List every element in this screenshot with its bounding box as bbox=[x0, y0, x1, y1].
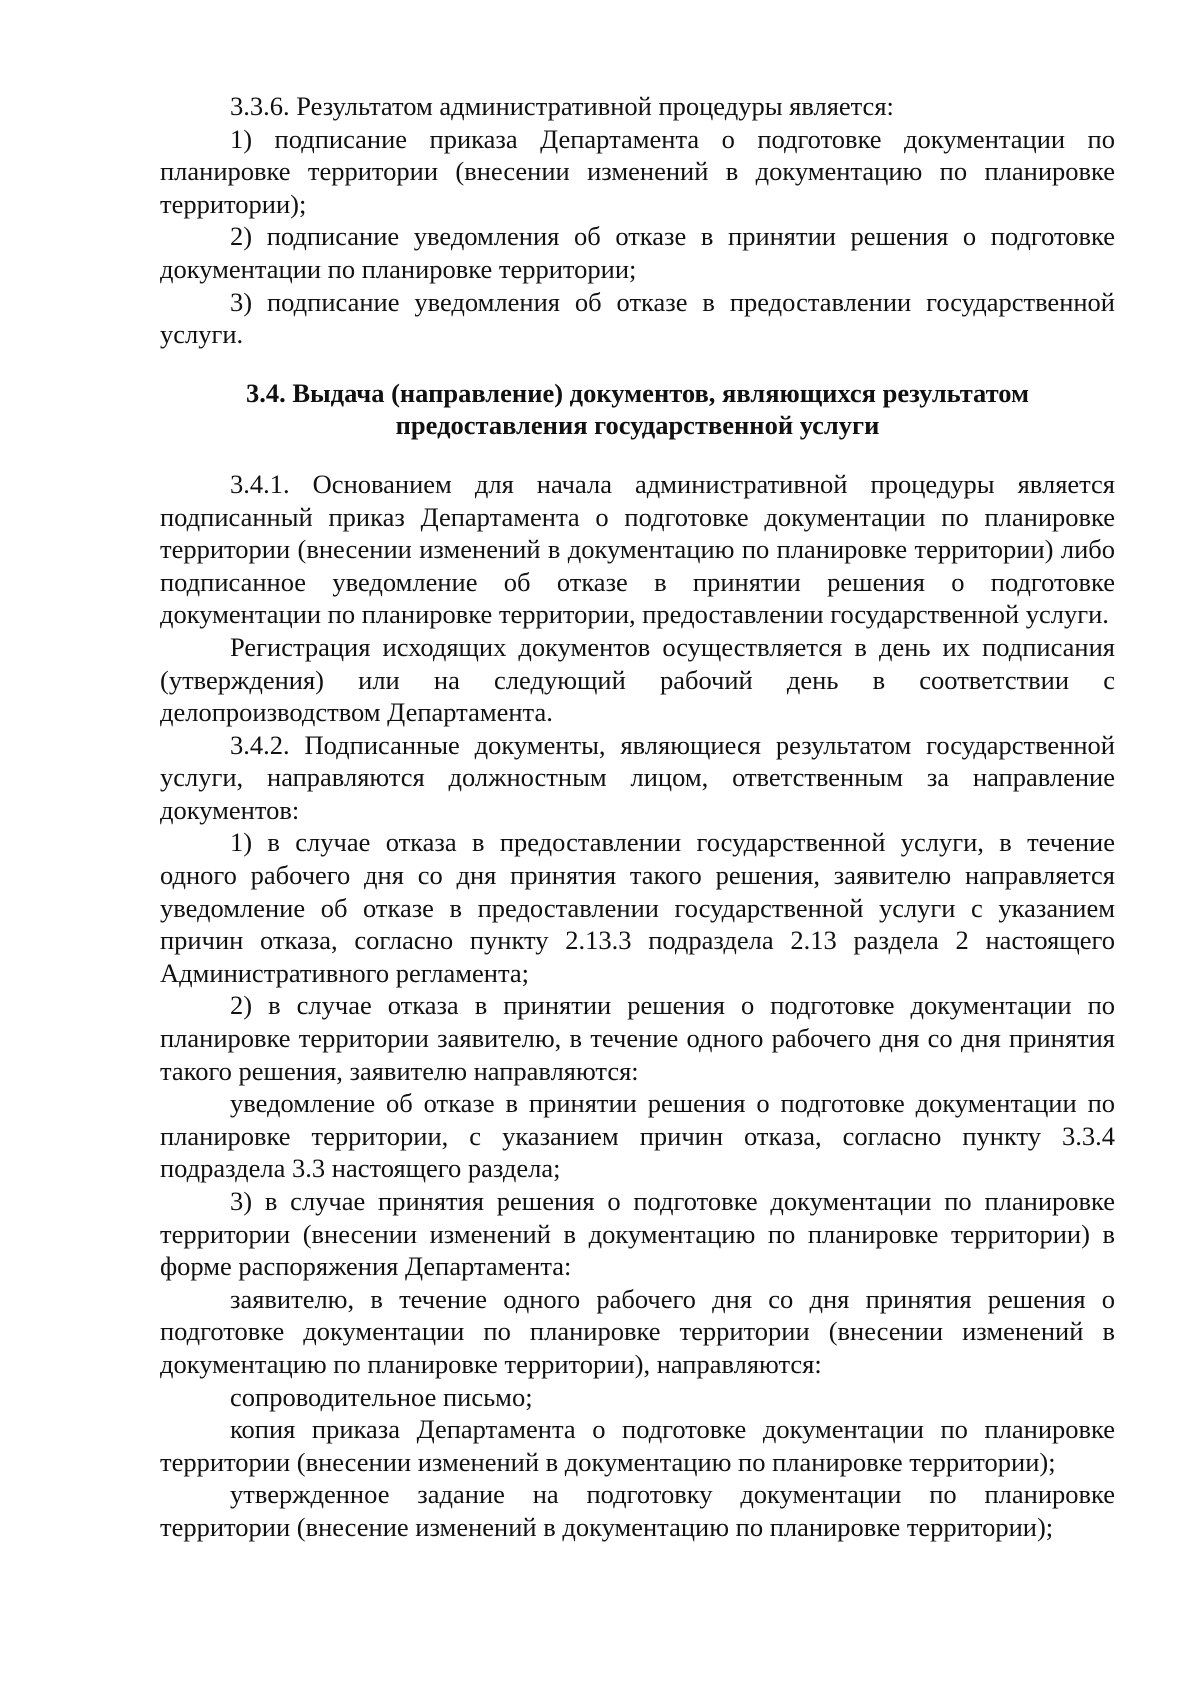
section-heading-3-4 bbox=[160, 377, 1115, 442]
paragraph-3-3-6-item-3: 3) подписание уведомления об отказе в предоставлении государственной услуги. bbox=[160, 286, 1115, 350]
paragraph-3-4-1: 3.4.1. Основанием для начала административной процедуры является подписанный приказ Департамента о подготовке документации по планировке территории (внесении изменений в документацию по планировке территории) либо подписанное уведомление об отказе в принятии решения о подготовке документации по планировке территории, предоставлении государственной услуги. bbox=[160, 468, 1115, 630]
paragraph-3-3-6-item-1: 1) подписание приказа Департамента о подготовке документации по планировке территории (внесении изменений в документацию по планировке территории); bbox=[160, 123, 1115, 219]
paragraph-cover-letter: сопроводительное письмо; bbox=[230, 1381, 533, 1412]
section-heading-line-2: предоставления государственной услуги bbox=[395, 410, 880, 441]
paragraph-3-3-6: 3.3.6. Результатом административной процедуры является: bbox=[230, 91, 894, 121]
section-heading-line-1: 3.4. Выдача (направление) документов, являющихся результатом bbox=[245, 377, 1030, 408]
paragraph-order-copy: копия приказа Департамента о подготовке документации по планировке территории (внесении изменений в документацию по планировке территории); bbox=[160, 1414, 1115, 1477]
paragraph-applicant-sent: заявителю, в течение одного рабочего дня со дня принятия решения о подготовке документации по планировке территории (внесении изменений в документацию по планировке территории), направляются: bbox=[160, 1283, 1115, 1379]
paragraph-3-4-2-item-2: 2) в случае отказа в принятии решения о подготовке документации по планировке территории заявителю, в течение одного рабочего дня со дня принятия такого решения, заявителю направляются: bbox=[160, 990, 1115, 1086]
paragraph-3-4-2-item-3: 3) в случае принятия решения о подготовке документации по планировке территории (внесении изменений в документацию по планировке территории) в форме распоряжения Департамента: bbox=[160, 1186, 1115, 1282]
paragraph-refusal-notice: уведомление об отказе в принятии решения о подготовке документации по планировке территории, с указанием причин отказа, согласно пункту 3.3.4 подраздела 3.3 настоящего раздела; bbox=[160, 1088, 1115, 1184]
paragraph-3-3-6-item-2: 2) подписание уведомления об отказе в принятии решения о подготовке документации по планировке территории; bbox=[160, 221, 1115, 284]
paragraph-3-4-2-item-1: 1) в случае отказа в предоставлении государственной услуги, в течение одного рабочего дня со дня принятия такого решения, заявителю направляется уведомление об отказе в предоставлении государственной услуги с указанием причин отказа, согласно пункту 2.13.3 подраздела 2.13 раздела 2 настоящего Административного регламента; bbox=[160, 827, 1115, 988]
paragraph-registration: Регистрация исходящих документов осуществляется в день их подписания (утверждения) или на следующий рабочий день в соответствии с делопроизводством Департамента. bbox=[160, 631, 1115, 728]
paragraph-3-4-2: 3.4.2. Подписанные документы, являющиеся результатом государственной услуги, направляются должностным лицом, ответственным за направление документов: bbox=[160, 729, 1115, 825]
paragraph-approved-task: утвержденное задание на подготовку документации по планировке территории (внесение изменений в документацию по планировке территории); bbox=[160, 1479, 1115, 1542]
